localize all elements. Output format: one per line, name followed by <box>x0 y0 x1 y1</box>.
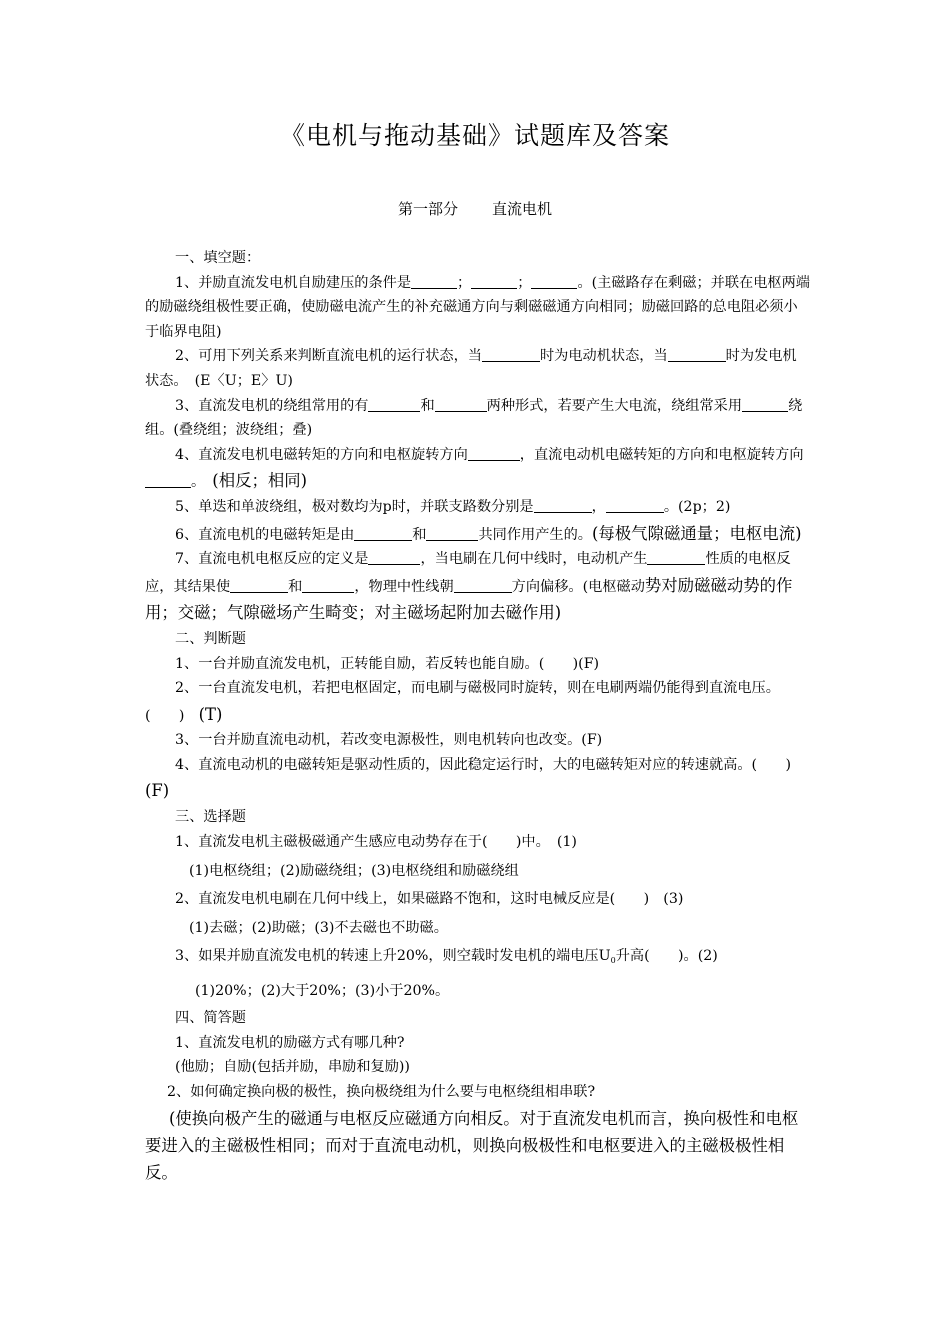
answer-blank <box>411 273 457 289</box>
section-judge-heading: 二、判断题 <box>175 630 246 647</box>
fill-question-6: 6、直流电机的电磁转矩是由 和 共同作用产生的。(每极气隙磁通量；电枢电流) <box>175 523 802 543</box>
choice-question-3: 3、如果并励直流发电机的转速上升20%，则空载时发电机的端电压$U_0$升高( )。(2) <box>175 948 718 966</box>
answer-blank <box>471 273 517 289</box>
answer-blank <box>742 396 788 412</box>
answer-blank <box>435 396 487 412</box>
answer-blank <box>368 396 420 412</box>
fill-question-5: 5、单迭和单波绕组，极对数均为p时，并联支路数分别是 ， 。(2p；2) <box>175 498 731 515</box>
fill-question-3: 3、直流发电机的绕组常用的有 和 两种形式，若要产生大电流，绕组常采用 绕组。(叠绕组；波绕组；叠) <box>145 397 803 439</box>
fill-question-4: 4、直流发电机电磁转矩的方向和电枢旋转方向 ，直流电动机电磁转矩的方向和电枢旋转方向。 (相反；相同) <box>145 443 810 495</box>
section-fill-heading: 一、填空题： <box>175 250 261 266</box>
answer-blank <box>230 577 288 593</box>
judge-question-2: 2、一台直流发电机，若把电枢固定，而电刷与磁极同时旋转，则在电刷两端仍能得到直流电压。( ) (T) <box>145 680 780 724</box>
part-name: 直流电机 <box>492 200 553 218</box>
question-content <box>145 246 810 1186</box>
fill-question-7: 7、直流电机电枢反应的定义是 ，当电刷在几何中线时，电动机产生 性质的电枢反应，其结果使 和 ，物理中性线朝 方向偏移。(电枢磁动势对励磁磁动势的作用；交磁；气隙磁场产生畸变；对主磁场起附加去磁作用) <box>145 551 793 623</box>
answer-blank <box>534 497 592 513</box>
answer-blank <box>668 346 726 362</box>
choice-question-2: 2、直流发电机电刷在几何中线上，如果磁路不饱和，这时电械反应是( ) (3) <box>175 890 684 907</box>
short-answer-2: (使换向极产生的磁通与电枢反应磁通方向相反。对于直流发电机而言，换向极性和电枢要进入的主磁极性相同；而对于直流电动机，则换向极极性和电枢要进入的主磁极极性相反。 <box>145 1108 799 1182</box>
choice-options-2: (1)去磁；(2)助磁；(3)不去磁也不助磁。 <box>189 920 448 937</box>
choice-question-1: 1、直流发电机主磁极磁通产生感应电动势存在于( )中。 (1) <box>175 833 577 850</box>
fill-question-1: 1、并励直流发电机自励建压的条件是 ； ； 。(主磁路存在剩磁；并联在电枢两端的励磁绕组极性要正确，使励磁电流产生的补充磁通方向与剩磁磁通方向相同；励磁回路的总电阻必须小于临界电阻) <box>145 274 810 340</box>
part-label: 第一部分 <box>397 200 458 218</box>
answer-blank <box>606 497 664 513</box>
answer-blank <box>426 525 478 541</box>
section-choice-heading: 三、选择题 <box>175 809 246 826</box>
answer-blank <box>302 577 354 593</box>
choice-options-3: (1)20%；(2)大于20%；(3)小于20%。 <box>195 982 450 999</box>
fill-question-2: 2、可用下列关系来判断直流电机的运行状态，当 时为电动机状态，当 时为发电机状态。 (E〈U；E〉U) <box>145 348 797 389</box>
document-title: 《电机与拖动基础》试题库及答案 <box>279 121 670 150</box>
answer-blank <box>482 346 540 362</box>
judge-question-1: 1、一台并励直流发电机，正转能自励，若反转也能自励。( )(F) <box>175 655 600 672</box>
choice-options-1: (1)电枢绕组；(2)励磁绕组；(3)电枢绕组和励磁绕组 <box>189 863 519 880</box>
judge-question-3: 3、一台并励直流电动机，若改变电源极性，则电机转向也改变。(F) <box>175 732 603 749</box>
short-question-1: 1、直流发电机的励磁方式有哪几种? <box>175 1034 405 1051</box>
answer-blank <box>454 577 512 593</box>
judge-question-4: 4、直流电动机的电磁转矩是驱动性质的，因此稳定运行时，大的电磁转矩对应的转速就高。( ) (F) <box>145 756 791 801</box>
short-question-2: 2、如何确定换向极的极性，换向极绕组为什么要与电枢绕组相串联? <box>167 1084 596 1100</box>
short-answer-1: (他励；自励(包括并励，串励和复励)) <box>175 1059 410 1076</box>
answer-blank <box>368 549 420 565</box>
part-heading <box>0 198 950 219</box>
answer-blank <box>468 445 520 461</box>
answer-blank <box>531 273 577 289</box>
answer-blank <box>354 525 412 541</box>
section-short-heading: 四、简答题 <box>175 1010 246 1027</box>
answer-blank <box>145 472 191 488</box>
answer-blank <box>647 549 705 565</box>
